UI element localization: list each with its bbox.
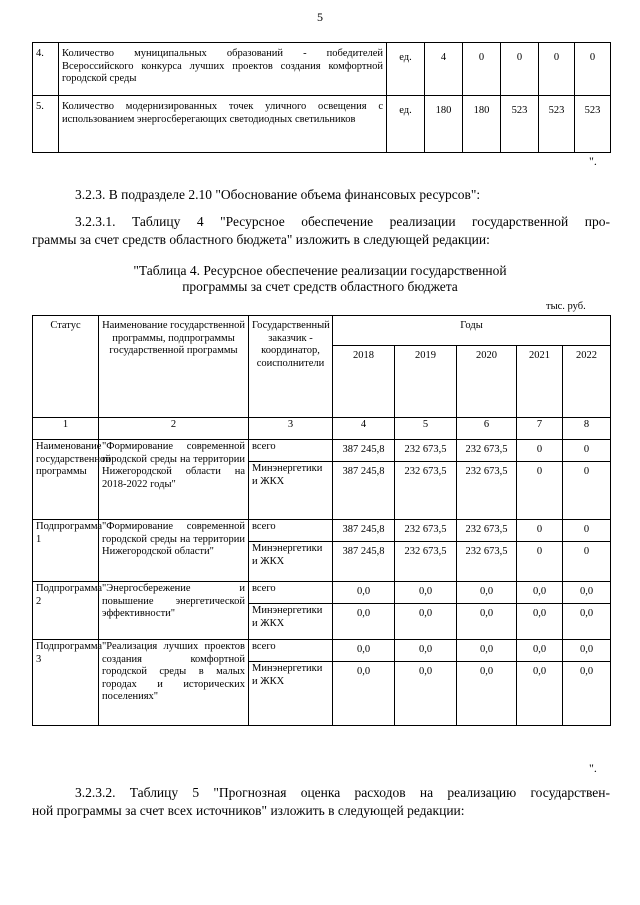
paragraph-line: 3.2.3.1. Таблицу 4 "Ресурсное обеспечение реализации государственной про- bbox=[75, 214, 610, 229]
responsible-cell: Минэнергетики и ЖКХ bbox=[249, 542, 333, 582]
column-number: 6 bbox=[457, 418, 517, 440]
table-row bbox=[33, 440, 611, 462]
responsible-cell: Минэнергетики и ЖКХ bbox=[249, 604, 333, 640]
paragraph-3-2-3-1 bbox=[32, 213, 610, 249]
value-cell: 0,0 bbox=[563, 662, 611, 726]
value-cell: 387 245,8 bbox=[333, 520, 395, 542]
column-number: 3 bbox=[249, 418, 333, 440]
table-row bbox=[33, 640, 611, 662]
value-cell: 0,0 bbox=[333, 662, 395, 726]
value-cell: 387 245,8 bbox=[333, 542, 395, 582]
value-cell: 180 bbox=[425, 96, 463, 153]
header-year: 2019 bbox=[395, 346, 457, 418]
value-cell: 232 673,5 bbox=[457, 440, 517, 462]
value-cell: 232 673,5 bbox=[395, 520, 457, 542]
unit-cell: ед. bbox=[387, 43, 425, 96]
responsible-cell: всего bbox=[249, 582, 333, 604]
value-cell: 232 673,5 bbox=[457, 542, 517, 582]
header-year: 2018 bbox=[333, 346, 395, 418]
value-cell: 0 bbox=[563, 462, 611, 520]
paragraph-line: 3.2.3.2. Таблицу 5 "Прогнозная оценка расходов на реализацию государствен- bbox=[75, 785, 610, 800]
value-cell: 0 bbox=[563, 542, 611, 582]
units-label: тыс. руб. bbox=[546, 301, 586, 312]
column-number: 2 bbox=[99, 418, 249, 440]
resource-table bbox=[32, 315, 611, 726]
program-name-cell: "Реализация лучших проектов создания комфортной городской среды в малых городах и исторических поселениях" bbox=[99, 640, 249, 726]
responsible-cell: Минэнергетики и ЖКХ bbox=[249, 662, 333, 726]
table-row bbox=[33, 43, 611, 96]
value-cell: 0 bbox=[517, 440, 563, 462]
value-cell: 0 bbox=[517, 462, 563, 520]
program-name-cell: "Энергосбережение и повышение энергетической эффективности" bbox=[99, 582, 249, 640]
value-cell: 0 bbox=[563, 440, 611, 462]
responsible-cell: всего bbox=[249, 440, 333, 462]
column-number: 1 bbox=[33, 418, 99, 440]
value-cell: 523 bbox=[501, 96, 539, 153]
closing-quote: ". bbox=[589, 154, 597, 168]
value-cell: 0,0 bbox=[563, 640, 611, 662]
table-row bbox=[33, 582, 611, 604]
value-cell: 0,0 bbox=[333, 640, 395, 662]
indicator-name: Количество модернизированных точек уличного освещения с использованием энергосберегающих светодиодных светильников bbox=[59, 96, 387, 153]
header-row bbox=[33, 316, 611, 346]
value-cell: 232 673,5 bbox=[395, 462, 457, 520]
row-number: 4. bbox=[33, 43, 59, 96]
status-cell: Подпрограмма 2 bbox=[33, 582, 99, 640]
value-cell: 0 bbox=[517, 520, 563, 542]
value-cell: 0,0 bbox=[395, 604, 457, 640]
value-cell: 0,0 bbox=[517, 640, 563, 662]
column-number: 7 bbox=[517, 418, 563, 440]
value-cell: 0 bbox=[575, 43, 611, 96]
indicator-name: Количество муниципальных образований - победителей Всероссийского конкурса лучших проектов создания комфортной городской среды bbox=[59, 43, 387, 96]
value-cell: 387 245,8 bbox=[333, 440, 395, 462]
value-cell: 0,0 bbox=[333, 582, 395, 604]
caption-line: программы за счет средств областного бюджета bbox=[182, 279, 458, 294]
value-cell: 0 bbox=[463, 43, 501, 96]
status-cell: Подпрограмма 1 bbox=[33, 520, 99, 582]
value-cell: 0 bbox=[563, 520, 611, 542]
page-number: 5 bbox=[317, 10, 323, 24]
value-cell: 0,0 bbox=[395, 640, 457, 662]
header-responsible: Государственный заказчик - координатор, соисполнители bbox=[249, 316, 333, 418]
paragraph-line: граммы за счет средств областного бюджета" изложить в следующей редакции: bbox=[32, 232, 490, 247]
value-cell: 0,0 bbox=[563, 604, 611, 640]
value-cell: 232 673,5 bbox=[457, 520, 517, 542]
status-cell: Подпрограмма 3 bbox=[33, 640, 99, 726]
paragraph-line: ной программы за счет всех источников" изложить в следующей редакции: bbox=[32, 803, 465, 818]
responsible-cell: Минэнергетики и ЖКХ bbox=[249, 462, 333, 520]
value-cell: 0,0 bbox=[457, 640, 517, 662]
value-cell: 232 673,5 bbox=[395, 542, 457, 582]
value-cell: 0,0 bbox=[563, 582, 611, 604]
value-cell: 523 bbox=[539, 96, 575, 153]
table-caption bbox=[0, 263, 640, 295]
value-cell: 4 bbox=[425, 43, 463, 96]
value-cell: 0,0 bbox=[333, 604, 395, 640]
value-cell: 0,0 bbox=[457, 662, 517, 726]
caption-line: "Таблица 4. Ресурсное обеспечение реализации государственной bbox=[133, 263, 507, 278]
value-cell: 232 673,5 bbox=[395, 440, 457, 462]
value-cell: 0 bbox=[501, 43, 539, 96]
responsible-cell: всего bbox=[249, 640, 333, 662]
header-year: 2021 bbox=[517, 346, 563, 418]
value-cell: 0,0 bbox=[395, 662, 457, 726]
column-number: 5 bbox=[395, 418, 457, 440]
value-cell: 0,0 bbox=[395, 582, 457, 604]
value-cell: 0,0 bbox=[457, 582, 517, 604]
unit-cell: ед. bbox=[387, 96, 425, 153]
value-cell: 0 bbox=[539, 43, 575, 96]
table-row bbox=[33, 520, 611, 542]
column-number: 4 bbox=[333, 418, 395, 440]
value-cell: 0 bbox=[517, 542, 563, 582]
value-cell: 0,0 bbox=[517, 604, 563, 640]
header-year: 2020 bbox=[457, 346, 517, 418]
responsible-cell: всего bbox=[249, 520, 333, 542]
row-number: 5. bbox=[33, 96, 59, 153]
value-cell: 232 673,5 bbox=[457, 462, 517, 520]
value-cell: 180 bbox=[463, 96, 501, 153]
header-status: Статус bbox=[33, 316, 99, 418]
closing-quote: ". bbox=[589, 761, 597, 775]
program-name-cell: "Формирование современной городской среды на территории Нижегородской области на 2018-2022 годы" bbox=[99, 440, 249, 520]
header-year: 2022 bbox=[563, 346, 611, 418]
header-years: Годы bbox=[333, 316, 611, 346]
program-name-cell: "Формирование современной городской среды на территории Нижегородской области" bbox=[99, 520, 249, 582]
column-number: 8 bbox=[563, 418, 611, 440]
value-cell: 523 bbox=[575, 96, 611, 153]
paragraph-3-2-3: 3.2.3. В подразделе 2.10 "Обоснование объема финансовых ресурсов": bbox=[75, 187, 481, 202]
value-cell: 0,0 bbox=[517, 582, 563, 604]
paragraph-3-2-3-2 bbox=[32, 784, 610, 820]
value-cell: 0,0 bbox=[517, 662, 563, 726]
column-number-row bbox=[33, 418, 611, 440]
header-name: Наименование государственной программы, подпрограммы государственной программы bbox=[99, 316, 249, 418]
status-cell: Наименование государственной программы bbox=[33, 440, 99, 520]
value-cell: 387 245,8 bbox=[333, 462, 395, 520]
value-cell: 0,0 bbox=[457, 604, 517, 640]
indicators-table bbox=[32, 42, 611, 153]
table-row bbox=[33, 96, 611, 153]
